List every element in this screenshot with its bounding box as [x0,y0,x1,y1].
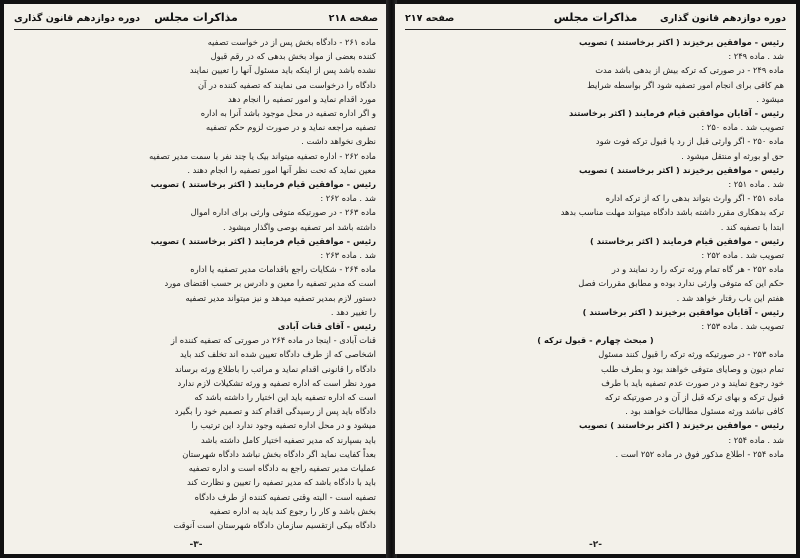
text-line: کافی نباشد ورثه مسئول مطالبات خواهند بود . [625,406,784,417]
text-line: تصویب شد . ماده ۲۵۳ : [701,321,784,332]
text-line: حق او بورثه او منتقل میشود . [681,150,784,161]
text-line: رئیس - آقایان موافقین قیام فرمایند ( اکثر برخاستند [569,108,784,119]
text-line: داشته باشد امر تصفیه بوصی واگذار میشود . [223,221,376,232]
text-line: است که اداره تصفیه باید این اختیار را داشته باشد که [194,392,376,403]
left-page-body [16,35,376,532]
text-line: ماده ۲۶۲ - اداره تصفیه میتواند بیک یا چند نفر با سمت مدیر تصفیه [149,150,376,161]
text-line: تمام دیون و وصایای متوفی خواهند بود و بطرف طلب [601,363,784,374]
left-page-header [14,10,378,30]
left-page [4,4,388,554]
text-line: ترکه بدهکاری مقرر داشته باشد دادگاه میتواند مهلت مناسب بدهد [560,207,784,218]
left-page-session: دوره دوازدهم قانون گذاری [14,13,141,24]
text-line: رئیس - موافقین برخیزند ( اکثر برخاستند ) تصویب [579,164,784,175]
right-page-running-title: مذاکرات مجلس [553,11,638,24]
text-line: قبول ترکه و بهای ترکه قبل از آن و در صورتیکه ترکه [604,392,784,403]
text-line: کننده بعضی از مواد بخش بدهی که در رقم قبول [210,51,376,62]
text-line: مورد اقدام نماید و امور تصفیه را انجام دهد [228,93,376,104]
text-line: رئیس - موافقین برخیزند ( اکثر برخاستند ) تصویب [579,37,784,47]
text-line: باید با دادگاه باشد که مدیر تصفیه را تعیین و نظارت کند [187,477,376,488]
text-line: رئیس - موافقین قیام فرمایند ( اکثر برخاستند ) تصویب [150,235,376,246]
text-line: بخش باشد و کار را رجوع کند باید به اداره تصفیه [209,505,376,516]
text-line: دستور لازم بمدیر تصفیه میدهد و نیز میتواند مدیر تصفیه [185,292,376,303]
text-line: قنات آبادی - اینجا در ماده ۲۶۴ در صورتی که تصفیه کننده از [170,335,376,346]
text-line: رئیس - موافقین برخیزند ( اکثر برخاستند ) تصویب [579,420,784,431]
text-line: بعداً کفایت نماید اگر دادگاه بخش نباشد دادگاه شهرستان [182,448,376,459]
text-line: ماده ۲۵۳ - در صورتیکه ورثه ترکه را قبول کنند مسئول [598,349,784,360]
text-line: شد . ماده ۲۶۳ : [320,250,376,261]
text-line: ماده ۲۶۱ - دادگاه بخش پس از در خواست تصفیه [207,37,376,47]
text-line: و اگر اداره تصفیه در محل موجود باشد آنرا به اداره [200,108,376,119]
right-page-number: صفحه ۲۱۷ [405,13,455,24]
text-line: شد . ماده ۲۵۱ : [728,179,784,190]
text-line: ابتدا با تصفیه کند . [720,221,784,232]
text-line: رئیس - آقای قنات آبادی [277,321,376,332]
right-page-header [405,10,786,30]
text-line: ماده ۲۵۰ - اگر وارثی قبل از رد یا قبول ترکه فوت شود [595,136,784,147]
left-page-number: صفحه ۲۱۸ [328,13,378,24]
text-line: دادگاه بیکی ازتقسیم سازمان دادگاه شهرستان است آنوقت [173,519,376,530]
left-page-footer: -۳- [189,540,203,550]
text-line: رئیس - آقایان موافقین برخیزند ( اکثر برخاستند ) [582,306,784,317]
right-page-body [407,35,784,532]
right-page [395,4,796,554]
left-page-running-title: مذاکرات مجلس [154,11,238,24]
text-line: نظری نخواهد داشت . [301,136,376,147]
text-line: میشود و در محل اداره تصفیه وجود ندارد این ترتیب را [191,420,376,431]
text-line: ماده ۲۵۱ - اگر وارث بتواند بدهی را که از ترکه اداره [605,193,784,204]
text-line: عملیات مدیر تصفیه راجع به دادگاه است و اداره تصفیه [188,463,376,474]
text-line: خود رجوع نمایند و در صورت عدم تصفیه باید با طرف [601,377,784,388]
text-line: تصفیه مراجعه نماید و در صورت لزوم حکم تصفیه [206,122,376,133]
text-line: ماده ۲۵۲ - هر گاه تمام ورثه ترکه را رد نمایند و در [611,264,784,275]
text-line: ماده ۲۶۳ - در صورتیکه متوفی وارثی برای اداره اموال [190,207,376,218]
text-line: دادگاه را درخواست می نمایند که تصفیه کننده در آن [197,79,376,90]
text-line: دادگاه را قانونی اقدام نماید و مراتب را باطلاع ورثه برساند [174,363,376,374]
text-line: هم کافی برای انجام امور تصفیه شود اگر بواسطه شرایط [587,79,784,90]
text-line: رئیس - موافقین قیام فرمایند ( اکثر برخاستند ) تصویب [150,179,376,190]
text-line: شد . ماده ۲۴۹ : [728,51,784,62]
text-line: ماده ۲۴۹ - در صورتی که ترکه بیش از بدهی باشد مدت [595,65,784,76]
text-line: مورد نظر است که اداره تصفیه و ورثه تشکیلات لازم ندارد [177,377,376,388]
text-line: هفتم این باب رفتار خواهد شد . [676,292,784,303]
right-page-footer: -۲- [589,540,602,550]
text-line: اشخاصی که از طرف دادگاه تعیین شده اند تخلف کند باید [179,349,376,360]
text-line: است که مدیر تصفیه را معین و دادرس بر حسب اقتضای مورد [164,278,376,289]
right-header-rule [405,29,786,30]
text-line: میشود . [756,93,784,104]
text-line: باید بسپارند که مدیر تصفیه اختیار کامل داشته باشد [201,434,376,445]
right-page-session: دوره دوازدهم قانون گذاری [659,13,786,24]
text-line: نشده باشد پس از اینکه باید مسئول آنها را تعیین نمایند [189,65,376,76]
text-line: را تغییر دهد . [330,306,376,317]
text-line: معین نماید که تحت نظر آنها امور تصفیه را انجام دهند . [187,164,376,175]
left-header-rule [14,29,378,30]
text-line: ماده ۲۶۴ - شکایات راجع باقدامات مدیر تصفیه یا اداره [190,264,376,275]
text-line: شد . ماده ۲۶۲ : [320,193,376,204]
text-line: دادگاه باید پس از رسیدگی اقدام کند و تصمیم خود را بگیرد [174,406,376,417]
text-line: تصویب شد . ماده ۲۵۰ : [701,122,784,133]
text-line: شد . ماده ۲۵۴ : [728,434,784,445]
text-line: رئیس - موافقین قیام فرمایند ( اکثر برخاستند ) [589,235,784,246]
text-line: تصفیه است - البته وقتی تصفیه کننده از طرف دادگاه [194,491,376,502]
text-line: حکم این که متوفی وارثی ندارد بوده و مطابق مقررات فصل [578,278,784,289]
text-line: ماده ۲۵۴ - اطلاع مذکور فوق در ماده ۲۵۲ است . [615,448,784,459]
text-line: تصویب شد . ماده ۲۵۲ : [701,250,784,261]
text-line: ( مبحث چهارم - قبول ترکه ) [537,335,654,346]
